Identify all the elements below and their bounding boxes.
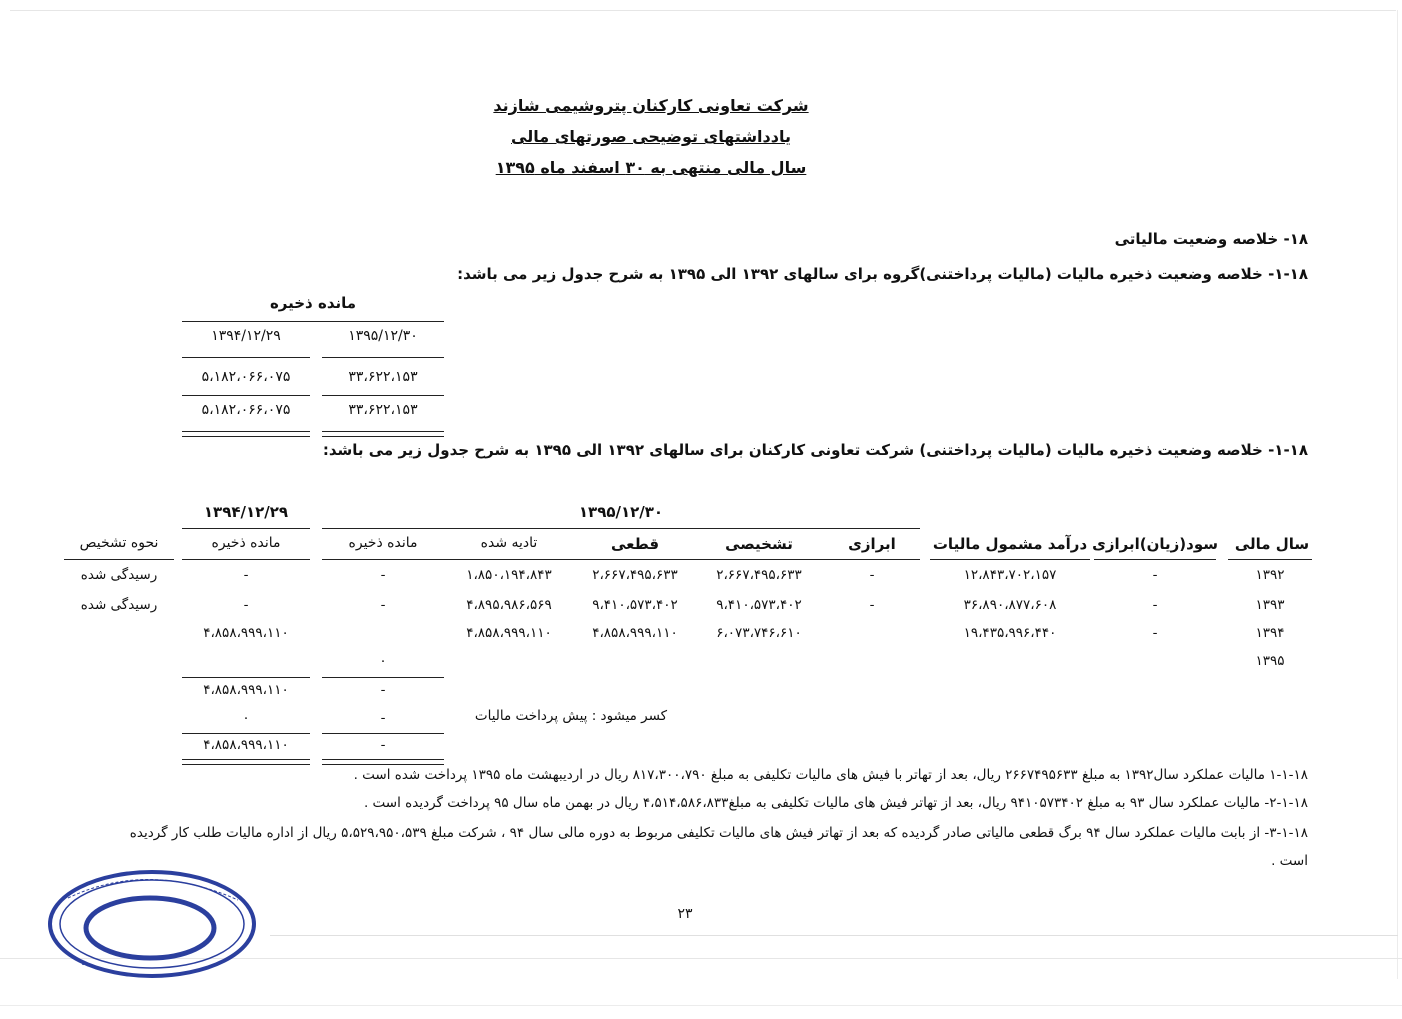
cell-assessed: ۲،۶۶۷،۴۹۵،۶۳۳ — [716, 567, 802, 583]
cell-paid: ۴،۸۵۸،۹۹۹،۱۱۰ — [466, 625, 552, 641]
group-total-1395: ۳۳،۶۲۲،۱۵۳ — [348, 402, 418, 418]
total-1395: - — [380, 737, 386, 753]
company-table-intro: ۱-۱۸- خلاصه وضعیت ذخیره مالیات (مالیات پرداختنی) شرکت تعاونی کارکنان برای سالهای ۱۳۹۲ الی ۱۳۹۵ به شرح جدول زیر می باشد: — [322, 441, 1308, 459]
note-3-end: است . — [1271, 853, 1308, 869]
period-title: سال مالی منتهی به ۳۰ اسفند ماه ۱۳۹۵ — [495, 158, 807, 177]
right-border — [1397, 10, 1398, 979]
cell-assessed: ۶،۰۷۳،۷۴۶،۶۱۰ — [716, 625, 802, 641]
total-double-rule-1394 — [182, 759, 310, 765]
rule-year — [1228, 559, 1312, 560]
cell-taxable-income: ۳۶،۸۹۰،۸۷۷،۶۰۸ — [963, 597, 1057, 613]
group-double-rule-1394 — [182, 431, 310, 437]
cell-assessed: ۹،۴۱۰،۵۷۳،۴۰۲ — [716, 597, 802, 613]
cell-year: ۱۳۹۳ — [1255, 597, 1285, 613]
group-col-rule-1394 — [182, 357, 310, 358]
period-header-1395: ۱۳۹۵/۱۲/۳۰ — [578, 503, 664, 521]
top-border — [10, 10, 1396, 11]
total-rule-1395 — [322, 733, 444, 734]
cell-taxable-income: ۱۹،۴۳۵،۹۹۶،۴۴۰ — [963, 625, 1057, 641]
col-taxable-income: درآمد مشمول مالیات — [932, 535, 1088, 553]
cell-final: ۴،۸۵۸،۹۹۹،۱۱۰ — [592, 625, 678, 641]
cell-balance-1395: ۰ — [379, 653, 387, 669]
total-1394: ۴،۸۵۸،۹۹۹،۱۱۰ — [203, 737, 289, 753]
group-row-1394: ۵،۱۸۲،۰۶۶،۰۷۵ — [201, 369, 291, 385]
group-col-1395: ۱۳۹۵/۱۲/۳۰ — [348, 328, 418, 344]
cell-balance-1394: - — [243, 567, 249, 583]
cell-year: ۱۳۹۲ — [1255, 567, 1285, 583]
group-header-rule — [182, 321, 444, 322]
note-1: ۱-۱-۱۸ مالیات عملکرد سال۱۳۹۲ به مبلغ ۲۶۶۷۴۹۵۶۳۳ ریال، بعد از تهاتر با فیش های مالیات تکلیفی به مبلغ ۸۱۷،۳۰۰،۷۹۰ ریال در اردیبهشت ماه ۱۳۹۵ پرداخت شده است . — [353, 767, 1308, 783]
group-col-1394: ۱۳۹۴/۱۲/۲۹ — [211, 328, 281, 344]
subtotal-rule-1394 — [182, 677, 310, 678]
col-declared: ابرازی — [848, 535, 896, 553]
group-double-rule-1395 — [322, 431, 444, 437]
period-rule-1394 — [182, 528, 310, 529]
footer-rule — [270, 935, 1398, 936]
cell-declared: - — [869, 597, 875, 613]
cell-status: رسیدگی شده — [80, 567, 158, 583]
subtotal-rule-1395 — [322, 677, 444, 678]
cell-paid: ۱،۸۵۰،۱۹۴،۸۴۳ — [466, 567, 552, 583]
auditor-stamp — [48, 868, 264, 986]
group-total-1394: ۵،۱۸۲،۰۶۶،۰۷۵ — [201, 402, 291, 418]
rule-declared-profit — [1094, 559, 1216, 560]
total-rule-1394 — [182, 733, 310, 734]
cell-declared-profit: - — [1152, 597, 1158, 613]
cell-declared-profit: - — [1152, 625, 1158, 641]
col-balance-1394: مانده ذخیره — [211, 535, 281, 551]
period-header-1394: ۱۳۹۴/۱۲/۲۹ — [203, 503, 289, 521]
group-table-intro: ۱-۱۸- خلاصه وضعیت ذخیره مالیات (مالیات پرداختنی)گروه برای سالهای ۱۳۹۲ الی ۱۳۹۵ به شرح جدول زیر می باشد: — [457, 265, 1308, 283]
cell-year: ۱۳۹۴ — [1255, 625, 1285, 641]
footer-rule-3 — [0, 1005, 1402, 1006]
group-total-rule-1395 — [322, 395, 444, 396]
group-total-rule-1394 — [182, 395, 310, 396]
col-balance-1395: مانده ذخیره — [348, 535, 418, 551]
note-3: ۳-۱-۱۸- از بابت مالیات عملکرد سال ۹۴ برگ قطعی مالیاتی صادر گردیده که بعد از تهاتر فیش های مالیات تکلیفی مربوط به دوره مالی سال ۹۴ ، شرکت مبلغ ۵،۵۲۹،۹۵۰،۵۳۹ ریال از اداره مالیات طلب کار گردیده — [129, 825, 1308, 841]
rule-1395-group — [322, 559, 920, 560]
cell-balance-1395: - — [380, 567, 386, 583]
cell-status: رسیدگی شده — [80, 597, 158, 613]
cell-year: ۱۳۹۵ — [1255, 653, 1285, 669]
total-double-rule-1395 — [322, 759, 444, 765]
note-2: ۲-۱-۱۸- مالیات عملکرد سال ۹۳ به مبلغ ۹۴۱۰۵۷۳۴۰۲ ریال، بعد از تهاتر فیش های مالیات تکلیفی به مبلغ۴،۵۱۴،۵۸۶،۸۳۳ ریال در بهمن ماه سال ۹۵ پرداخت گردیده است . — [363, 795, 1308, 811]
group-balance-header: مانده ذخیره — [269, 294, 357, 312]
col-status: نحوه تشخیص — [79, 535, 159, 551]
cell-final: ۲،۶۶۷،۴۹۵،۶۳۳ — [592, 567, 678, 583]
cell-declared: - — [869, 567, 875, 583]
rule-status — [64, 559, 174, 560]
prepayment-label: کسر میشود : پیش پرداخت مالیات — [474, 708, 668, 724]
stamp-seal-icon — [48, 868, 264, 986]
period-rule-1395 — [322, 528, 920, 529]
group-col-rule-1395 — [322, 357, 444, 358]
group-row-1395: ۳۳،۶۲۲،۱۵۳ — [348, 369, 418, 385]
page-number: ۲۳ — [677, 906, 693, 922]
cell-taxable-income: ۱۲،۸۴۳،۷۰۲،۱۵۷ — [963, 567, 1057, 583]
cell-balance-1394: ۴،۸۵۸،۹۹۹،۱۱۰ — [203, 625, 289, 641]
cell-declared-profit: - — [1152, 567, 1158, 583]
cell-balance-1395: - — [380, 597, 386, 613]
rule-taxable-income — [930, 559, 1090, 560]
col-declared-profit: سود(زیان)ابرازی — [1092, 535, 1218, 553]
cell-balance-1394: - — [243, 597, 249, 613]
cell-final: ۹،۴۱۰،۵۷۳،۴۰۲ — [592, 597, 678, 613]
cell-paid: ۴،۸۹۵،۹۸۶،۵۶۹ — [466, 597, 552, 613]
prepayment-1394: ۰ — [242, 710, 250, 726]
col-year: سال مالی — [1234, 535, 1310, 553]
rule-balance-1394 — [182, 559, 310, 560]
prepayment-1395: - — [380, 710, 386, 726]
statement-subtitle: یادداشتهای توضیحی صورتهای مالی — [511, 127, 791, 146]
subtotal-1394: ۴،۸۵۸،۹۹۹،۱۱۰ — [203, 682, 289, 698]
col-paid: تادیه شده — [480, 535, 538, 551]
col-assessed: تشخیصی — [725, 535, 793, 553]
company-title: شرکت تعاونی کارکنان پتروشیمی شازند — [493, 96, 809, 115]
col-final: قطعی — [610, 535, 660, 553]
subtotal-1395: - — [380, 682, 386, 698]
section-heading: ۱۸- خلاصه وضعیت مالیاتی — [1114, 230, 1308, 248]
